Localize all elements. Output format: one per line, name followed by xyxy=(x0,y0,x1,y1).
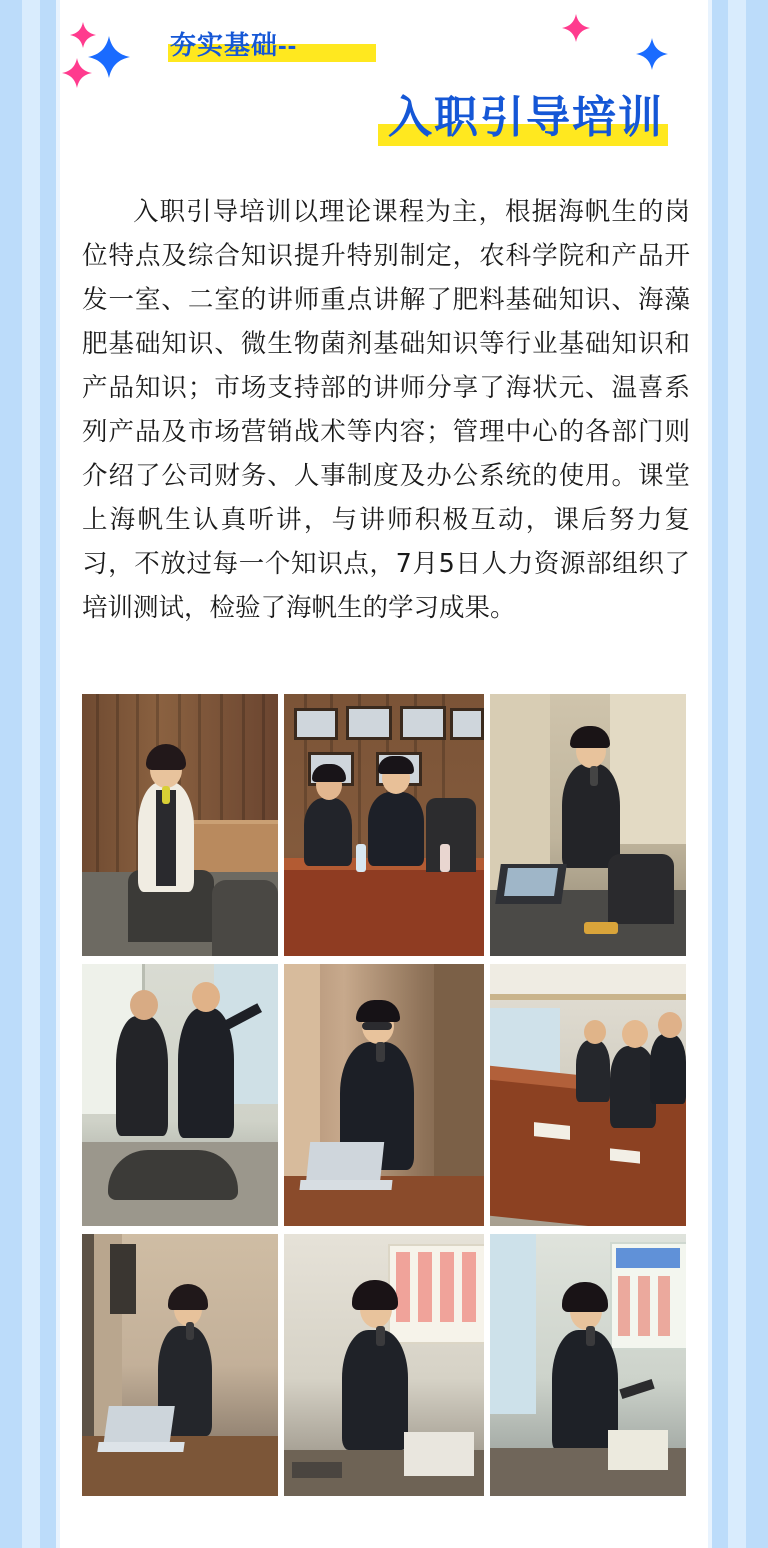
gallery-photo-1 xyxy=(82,694,278,956)
sparkle-small-pink-left-icon xyxy=(70,22,96,48)
gallery-photo-2 xyxy=(284,694,484,956)
gallery-photo-5 xyxy=(284,964,484,1226)
sparkle-diamond-right-icon xyxy=(636,38,668,70)
gallery-photo-4 xyxy=(82,964,278,1226)
card-footer-space xyxy=(60,1524,708,1548)
gallery-photo-3 xyxy=(490,694,686,956)
title-line-1-text: 夯实基础-- xyxy=(170,29,298,60)
poster-header xyxy=(60,0,708,178)
content-card xyxy=(60,0,708,1548)
photo-gallery xyxy=(82,694,690,1496)
title-line-2 xyxy=(388,92,664,144)
title-line-1 xyxy=(170,26,297,60)
gallery-photo-6 xyxy=(490,964,686,1226)
gallery-photo-7 xyxy=(82,1234,278,1496)
sparkle-small-pink-right-icon xyxy=(562,14,590,42)
title-line-2-text: 入职引导培训 xyxy=(388,93,664,142)
gallery-photo-9 xyxy=(490,1234,686,1496)
gallery-photo-8 xyxy=(284,1234,484,1496)
sparkle-small-pink-lower-icon xyxy=(62,58,92,88)
article-paragraph: 入职引导培训以理论课程为主，根据海帆生的岗位特点及综合知识提升特别制定，农科学院和产品开发一室、二室的讲师重点讲解了肥料基础知识、海藻肥基础知识、微生物菌剂基础知识等行业基础知识和产品知识；市场支持部的讲师分享了海状元、温喜系列产品及市场营销战术等内容；管理中心的各部门则介绍了公司财务、人事制度及办公系统的使用。课堂上海帆生认真听讲，与讲师积极互动，课后努力复习，不放过每一个知识点，7月5日人力资源部组织了培训测试，检验了海帆生的学习成果。 xyxy=(82,197,690,623)
